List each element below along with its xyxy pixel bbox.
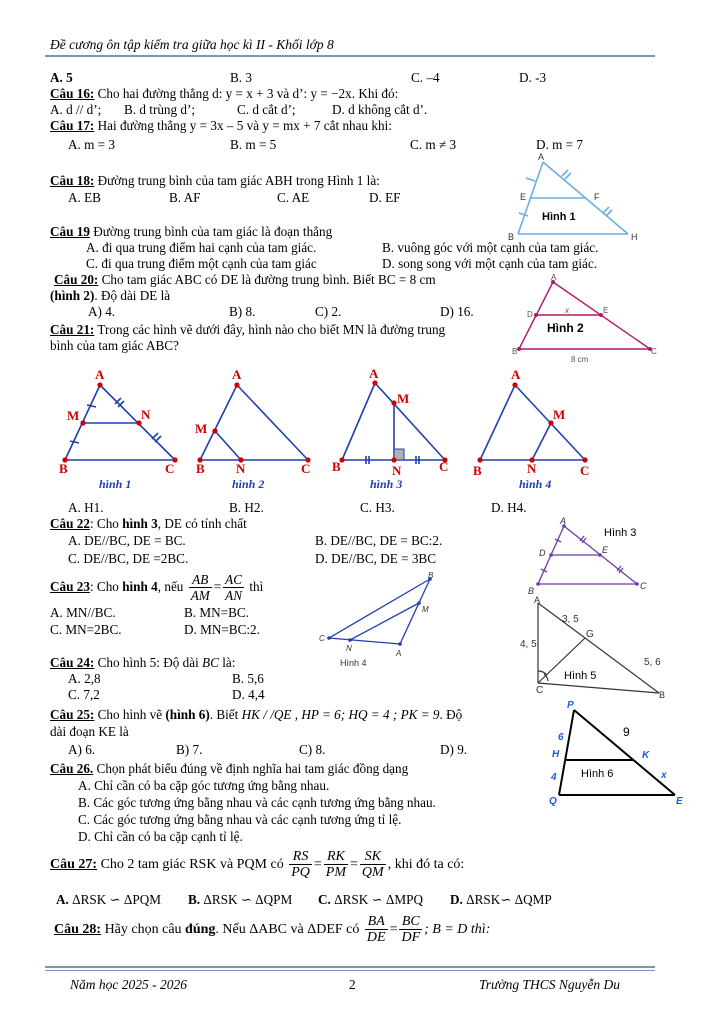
q16-stem: Câu 16: Cho hai đường thẳng d: y = x + 3 và d’: y = −2x. Khi đó:: [50, 86, 399, 101]
figure-hinh-5: [520, 595, 670, 700]
q23-fraction-1: $\frac{AB}{AM}$: [190, 572, 210, 604]
fig6-side-hq: 4: [551, 772, 557, 783]
fig6-label-e: E: [676, 796, 683, 807]
fig6-label-q: Q: [549, 796, 557, 807]
fig1-label-f: F: [594, 192, 600, 202]
fig5-side-gb: 5, 6: [644, 657, 661, 668]
q21-option-d: D. H4.: [491, 500, 527, 515]
q26-option-b: B. Các góc tương ứng bằng nhau và các cạnh tương ứng bằng nhau.: [78, 795, 436, 810]
q27-fraction-1: $\frac{RS}{PQ}$: [291, 849, 310, 881]
q23-option-c: C. MN=2BC.: [50, 622, 122, 637]
q25-stem-2: dài đoạn KE là: [50, 724, 129, 739]
fig5-label-b: B: [659, 690, 666, 700]
q25-option-d: D) 9.: [440, 742, 468, 757]
fig4-label-m: M: [422, 605, 429, 614]
h2-label-m: M: [195, 421, 208, 436]
q16-option-a: A. d // d’;: [50, 102, 102, 117]
fig6-side-hp: 6: [558, 732, 564, 743]
fig3-label-c: C: [640, 581, 647, 591]
footer-school-name: Trường THCS Nguyễn Du: [479, 977, 620, 992]
footer-page-number: 2: [349, 977, 356, 992]
q23-option-b: B. MN=BC.: [184, 605, 249, 620]
q21-figure-h3: [332, 366, 448, 491]
h1-label-a: A: [95, 367, 105, 382]
q22-stem: Câu 22: Cho hình 3, DE có tính chất: [50, 516, 247, 531]
figure-hinh-1: [500, 150, 650, 242]
fig5-side-ag: 3, 5: [562, 614, 579, 625]
fig1-caption: Hình 1: [542, 211, 576, 223]
fig1-label-e: E: [520, 192, 527, 202]
fig6-label-k: K: [642, 750, 650, 761]
q20-option-c: C) 2.: [315, 304, 342, 319]
q21-figure-h4: [473, 367, 589, 491]
q19-option-b: B. vuông góc với một cạnh của tam giác.: [382, 240, 599, 255]
h4-label-a: A: [511, 367, 521, 382]
q21-option-c: C. H3.: [360, 500, 395, 515]
fig2-label-d: D: [527, 310, 533, 319]
q25-option-a: A) 6.: [68, 742, 96, 757]
fig4-label-b: B: [428, 571, 434, 580]
h2-label-c: C: [301, 461, 311, 476]
q18-option-b: B. AF: [169, 190, 201, 205]
fig6-label-h: H: [552, 749, 560, 760]
q27-option-a: A. ΔRSK ∽ ΔPQM: [56, 892, 161, 907]
q27-stem: Câu 27: Cho 2 tam giác RSK và PQM có $\frac{RS}{PQ}$ = $\frac{RK}{PM}$ = $\frac{SK}{QM}$ , khi đó ta có:: [50, 849, 465, 881]
h4-label-b: B: [473, 463, 482, 478]
q27-fraction-2: $\frac{RK}{PM}$: [325, 849, 347, 881]
fig3-label-d: D: [539, 548, 546, 558]
q26-option-c: C. Các góc tương ứng bằng nhau và các cạnh tương ứng tỉ lệ.: [78, 812, 402, 827]
h4-label-c: C: [580, 463, 590, 478]
q20-option-a: A) 4.: [88, 304, 116, 319]
fig1-label-h: H: [631, 232, 638, 242]
q26-option-a: A. Chỉ cần có ba cặp góc tương ứng bằng nhau.: [78, 778, 330, 793]
q18-option-a: A. EB: [68, 190, 101, 205]
h3-label-b: B: [332, 459, 341, 474]
h1-label-m: M: [67, 408, 80, 423]
fig5-label-c: C: [536, 685, 544, 696]
h4-label-n: N: [527, 461, 537, 476]
fig2-caption: Hình 2: [547, 321, 584, 335]
q27-fraction-3: $\frac{SK}{QM}$: [361, 849, 384, 881]
q24-option-c: C. 7,2: [68, 687, 100, 702]
h1-label-c: C: [165, 461, 175, 476]
q28-stem: Câu 28: Hãy chọn câu đúng. Nếu ΔABC và ΔDEF có $\frac{BA}{DE}$ = $\frac{BC}{DF}$ ; B = D thì:: [54, 914, 491, 946]
fig4-label-n: N: [346, 644, 352, 653]
fig2-label-b: B: [512, 347, 518, 356]
fig6-side-ke: x: [661, 770, 667, 781]
q17-option-b: B. m = 5: [230, 137, 277, 152]
h1-caption: hình 1: [99, 477, 132, 491]
fig2-label-e: E: [603, 306, 609, 315]
q25-option-b: B) 7.: [176, 742, 203, 757]
h3-label-m: M: [397, 391, 410, 406]
fig6-caption: Hình 6: [581, 768, 614, 780]
q20-stem: Câu 20: Cho tam giác ABC có DE là đường trung bình. Biết BC = 8 cm: [54, 272, 436, 287]
q19-option-d: D. song song với một cạnh của tam giác.: [382, 256, 597, 271]
figure-hinh-2: [507, 272, 657, 364]
footer-school-year: Năm học 2025 - 2026: [70, 977, 187, 992]
q17-option-c: C. m ≠ 3: [410, 137, 457, 152]
fig1-label-a: A: [538, 152, 545, 162]
figure-hinh-6: [527, 700, 687, 810]
q24-stem: Câu 24: Cho hình 5: Độ dài BC là:: [50, 655, 236, 670]
q23-option-d: D. MN=BC:2.: [184, 622, 260, 637]
q18-option-c: C. AE: [277, 190, 310, 205]
q17-option-d: D. m = 7: [536, 137, 583, 152]
q16-option-c: C. d cắt d’;: [237, 102, 296, 117]
q17-option-a: A. m = 3: [68, 137, 115, 152]
q18-stem: Câu 18: Đường trung bình của tam giác ABH trong Hình 1 là:: [50, 173, 380, 188]
fig4-caption: Hình 4: [340, 658, 367, 668]
q22-option-c: C. DE//BC, DE =2BC.: [68, 551, 189, 566]
q18-option-d: D. EF: [369, 190, 401, 205]
fig3-caption: Hình 3: [604, 527, 637, 539]
q20-stem-2: (hình 2). Độ dài DE là: [50, 288, 171, 303]
q27-option-b: B. ΔRSK ∽ ΔQPM: [188, 892, 293, 907]
fig2-label-c: C: [651, 347, 657, 356]
fig6-label-p: P: [567, 700, 574, 711]
fig4-label-c: C: [319, 634, 325, 643]
q15-option-d: D. -3: [519, 70, 547, 85]
fig4-label-a: A: [396, 649, 402, 658]
h1-label-b: B: [59, 461, 68, 476]
h2-label-n: N: [236, 461, 246, 476]
fig6-side-pk: 9: [623, 725, 630, 739]
q26-stem: Câu 26. Chọn phát biểu đúng về định nghĩa hai tam giác đồng dạng: [50, 761, 409, 776]
figure-hinh-3: [520, 514, 670, 596]
q22-option-d: D. DE//BC, DE = 3BC: [315, 551, 437, 566]
q26-option-d: D. Chỉ cần có ba cặp cạnh tỉ lệ.: [78, 829, 243, 844]
q16-option-d: D. d không cắt d’.: [332, 102, 428, 117]
figure-hinh-4: [315, 570, 445, 670]
h1-label-n: N: [141, 407, 151, 422]
fig2-label-x: x: [565, 306, 569, 315]
fig2-label-a: A: [551, 273, 557, 282]
fig5-label-a: A: [534, 595, 541, 605]
fig3-label-a: A: [560, 516, 567, 526]
q21-figure-h1: [59, 367, 178, 491]
q24-option-b: B. 5,6: [232, 671, 264, 686]
q21-figures: [55, 365, 615, 495]
page-header: Đề cương ôn tập kiểm tra giữa học kì II - Khối lớp 8: [50, 37, 334, 52]
q15-option-b: B. 3: [230, 70, 252, 85]
q17-stem: Câu 17: Hai đường thẳng y = 3x – 5 và y = mx + 7 cắt nhau khi:: [50, 118, 392, 133]
q20-option-d: D) 16.: [440, 304, 474, 319]
h2-caption: hình 2: [232, 477, 265, 491]
fig1-label-b: B: [508, 232, 515, 242]
footer-rule-thin: [45, 970, 655, 971]
h4-label-m: M: [553, 407, 566, 422]
q19-stem: Câu 19 Đường trung bình của tam giác là đoạn thẳng: [50, 224, 333, 239]
q21-option-a: A. H1.: [68, 500, 104, 515]
q20-option-b: B) 8.: [229, 304, 256, 319]
q21-figure-h2: [195, 367, 311, 491]
q27-option-c: C. ΔRSK ∽ ΔMPQ: [318, 892, 423, 907]
q28-fraction-2: $\frac{BC}{DF}$: [401, 914, 421, 946]
h3-label-c: C: [439, 459, 449, 474]
q21-option-b: B. H2.: [229, 500, 264, 515]
h2-label-b: B: [196, 461, 205, 476]
footer-rule: [45, 966, 655, 968]
q21-stem-2: bình của tam giác ABC?: [50, 338, 179, 353]
q19-option-c: C. đi qua trung điểm một cạnh của tam giác: [86, 256, 317, 271]
q23-fraction-2: $\frac{AC}{AN}$: [225, 572, 243, 604]
q19-option-a: A. đi qua trung điểm hai cạnh của tam giác.: [86, 240, 317, 255]
header-rule: [45, 55, 655, 57]
fig3-label-b: B: [528, 586, 535, 596]
q21-stem: Câu 21: Trong các hình vẽ dưới đây, hình nào cho biết MN là đường trung: [50, 322, 446, 337]
q27-option-d: D. ΔRSK∽ ΔQMP: [450, 892, 552, 907]
q22-option-b: B. DE//BC, DE = BC:2.: [315, 533, 443, 548]
fig5-label-g: G: [586, 629, 594, 640]
q28-fraction-1: $\frac{BA}{DE}$: [366, 914, 386, 946]
fig3-label-e: E: [602, 545, 609, 555]
h4-caption: hình 4: [519, 477, 552, 491]
q15-option-c: C. –4: [411, 70, 440, 85]
q24-option-a: A. 2,8: [68, 671, 101, 686]
h3-label-n: N: [392, 463, 402, 478]
q25-option-c: C) 8.: [299, 742, 326, 757]
q23-option-a: A. MN//BC.: [50, 605, 116, 620]
q15-option-a: A. 5: [50, 70, 73, 85]
q23-stem: Câu 23: Cho hình 4, nếu $\frac{AB}{AM}$ = $\frac{AC}{AN}$ thì: [50, 572, 264, 604]
q25-stem: Câu 25: Cho hình vẽ (hình 6). Biết HK / /QE , HP = 6; HQ = 4 ; PK = 9. Độ: [50, 707, 463, 722]
fig5-caption: Hình 5: [564, 670, 597, 682]
q22-option-a: A. DE//BC, DE = BC.: [68, 533, 186, 548]
fig2-base-length: 8 cm: [571, 355, 589, 364]
q16-option-b: B. d trùng d’;: [124, 102, 196, 117]
h2-label-a: A: [232, 367, 242, 382]
fig5-side-ac: 4, 5: [520, 639, 537, 650]
q24-option-d: D. 4,4: [232, 687, 265, 702]
h3-caption: hình 3: [370, 477, 403, 491]
h3-label-a: A: [369, 366, 379, 381]
